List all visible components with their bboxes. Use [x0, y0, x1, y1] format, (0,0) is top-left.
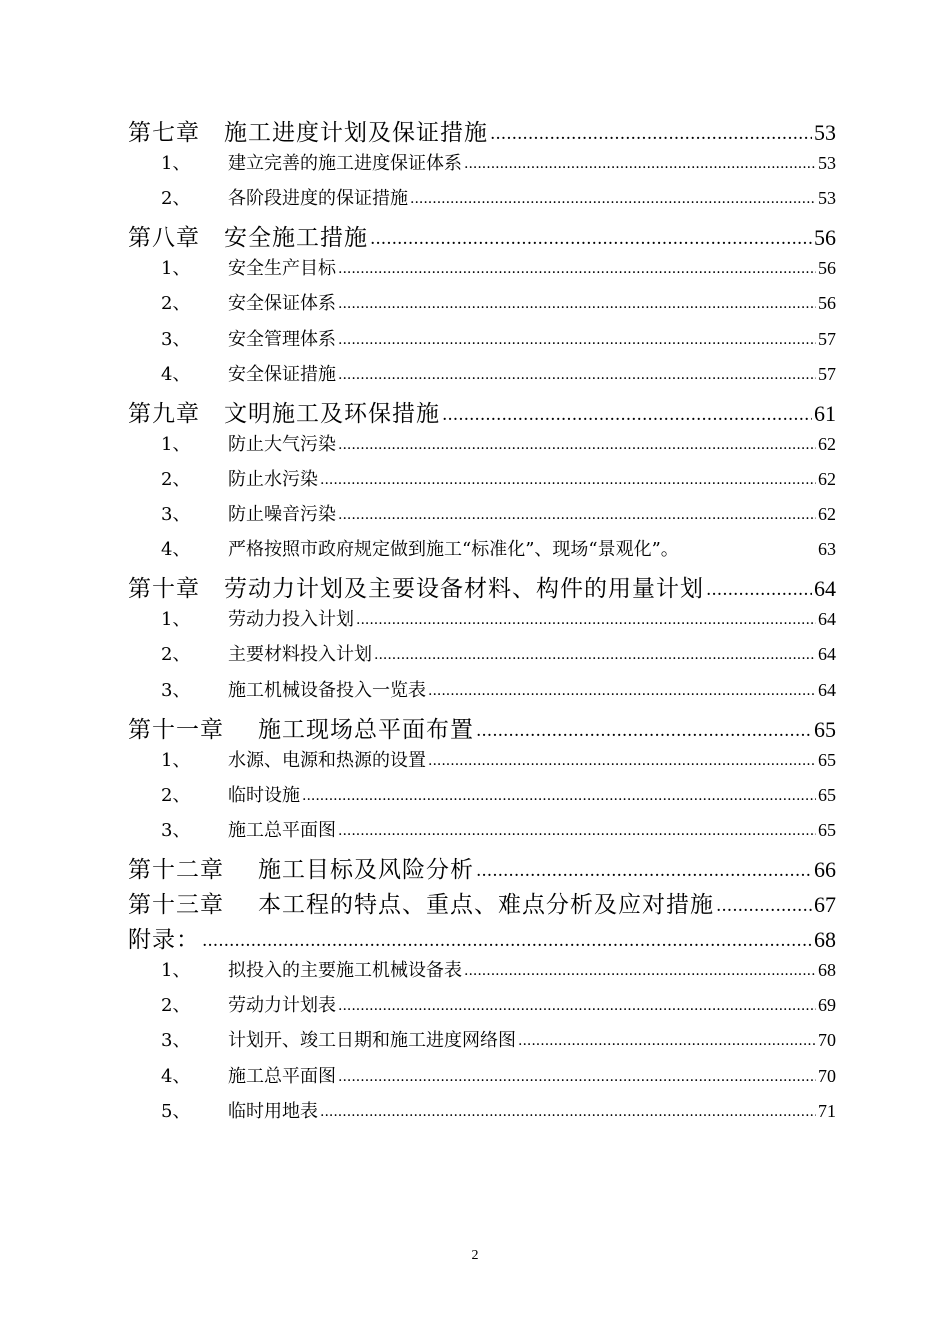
page-number: 64 — [818, 644, 836, 665]
item-title: 各阶段进度的保证措施 — [228, 188, 408, 210]
page-number: 69 — [818, 995, 836, 1016]
item-title: 临时用地表 — [228, 1100, 318, 1122]
page-number: 53 — [818, 188, 836, 209]
dot-leader — [442, 405, 812, 425]
page-number: 65 — [818, 784, 836, 805]
toc-chapter-row[interactable] — [128, 395, 836, 430]
toc-chapter-row[interactable] — [128, 711, 836, 746]
toc-item-row[interactable] — [128, 676, 836, 711]
item-number: 3、 — [161, 819, 191, 841]
dot-leader — [716, 896, 812, 916]
item-title: 临时设施 — [228, 784, 300, 806]
dot-leader — [476, 721, 812, 741]
dot-leader — [490, 124, 812, 144]
item-title: 建立完善的施工进度保证体系 — [228, 153, 462, 175]
toc-item-row[interactable] — [128, 254, 836, 289]
item-number: 2、 — [161, 995, 191, 1017]
page-number: 65 — [814, 716, 836, 742]
chapter-title: 劳动力计划及主要设备材料、构件的用量计划 — [224, 576, 704, 603]
page-number: 63 — [818, 539, 836, 560]
dot-leader — [476, 861, 812, 881]
item-title: 安全管理体系 — [228, 328, 336, 350]
toc-chapter-row[interactable] — [128, 886, 836, 921]
toc-chapter-row[interactable] — [128, 851, 836, 886]
page-number: 56 — [818, 293, 836, 314]
chapter-label: 第八章 — [128, 225, 200, 252]
item-title: 防止大气污染 — [228, 433, 336, 455]
item-title: 防止水污染 — [228, 468, 318, 490]
page-number: 53 — [814, 120, 836, 145]
item-title: 劳动力计划表 — [228, 995, 336, 1017]
item-title: 严格按照市政府规定做到施工“标准化”、现场“景观化”。 — [228, 539, 679, 561]
item-number: 2、 — [161, 468, 191, 490]
page-number: 57 — [818, 328, 836, 349]
item-number: 4、 — [161, 539, 191, 561]
dot-leader — [464, 963, 816, 979]
toc-item-row[interactable] — [128, 430, 836, 465]
chapter-label: 附录： — [128, 927, 200, 954]
item-title: 施工机械设备投入一览表 — [228, 679, 426, 701]
chapter-label: 第十二章 — [128, 856, 224, 883]
chapter-title: 本工程的特点、重点、难点分析及应对措施 — [258, 892, 714, 919]
dot-leader — [518, 1033, 816, 1049]
page-number: 68 — [818, 960, 836, 981]
item-number: 1、 — [161, 153, 191, 175]
dot-leader — [374, 647, 816, 663]
dot-leader — [338, 437, 816, 453]
toc-item-row[interactable] — [128, 781, 836, 816]
page-number: 53 — [818, 153, 836, 174]
toc-chapter-row[interactable] — [128, 114, 836, 149]
item-title: 主要材料投入计划 — [228, 644, 372, 666]
toc-chapter-row[interactable] — [128, 570, 836, 605]
item-number: 2、 — [161, 188, 191, 210]
toc-item-row[interactable] — [128, 1097, 836, 1132]
toc-chapter-row[interactable] — [128, 219, 836, 254]
page-number: 62 — [818, 433, 836, 454]
page-number: 65 — [818, 819, 836, 840]
page-number: 64 — [818, 679, 836, 700]
toc-item-row[interactable] — [128, 1026, 836, 1061]
dot-leader — [338, 823, 816, 839]
toc-item-row[interactable] — [128, 535, 836, 570]
item-number: 2、 — [161, 784, 191, 806]
dot-leader — [338, 998, 816, 1014]
item-number: 5、 — [161, 1100, 191, 1122]
toc-chapter-row[interactable] — [128, 921, 836, 956]
page-number: 64 — [814, 576, 836, 602]
page-number: 70 — [818, 1065, 836, 1086]
page-number: 64 — [818, 609, 836, 630]
item-number: 4、 — [161, 1065, 191, 1087]
item-number: 3、 — [161, 1030, 191, 1052]
dot-leader — [410, 191, 816, 207]
page-number: 70 — [818, 1030, 836, 1051]
page-number: 56 — [818, 258, 836, 279]
chapter-title: 施工现场总平面布置 — [258, 716, 474, 743]
toc-item-row[interactable] — [128, 956, 836, 991]
toc-item-row[interactable] — [128, 746, 836, 781]
dot-leader — [356, 612, 816, 628]
item-title: 施工总平面图 — [228, 819, 336, 841]
item-number: 1、 — [161, 258, 191, 280]
item-title: 水源、电源和热源的设置 — [228, 749, 426, 771]
toc-item-row[interactable] — [128, 325, 836, 360]
page-number-footer: 2 — [471, 1248, 479, 1263]
chapter-label: 第十三章 — [128, 892, 224, 919]
page-number: 61 — [814, 400, 836, 426]
chapter-label: 第七章 — [128, 120, 200, 146]
page-number: 57 — [818, 363, 836, 384]
page-number: 62 — [818, 468, 836, 489]
item-number: 3、 — [161, 504, 191, 526]
dot-leader — [464, 156, 816, 172]
item-number: 1、 — [161, 749, 191, 771]
item-number: 1、 — [161, 433, 191, 455]
dot-leader — [202, 931, 812, 951]
dot-leader — [428, 753, 816, 769]
item-number: 3、 — [161, 679, 191, 701]
chapter-label: 第十章 — [128, 576, 200, 603]
dot-leader — [338, 1069, 816, 1085]
dot-leader — [320, 1104, 816, 1120]
dot-leader — [338, 296, 816, 312]
toc-item-row[interactable] — [128, 640, 836, 675]
item-title: 施工总平面图 — [228, 1065, 336, 1087]
chapter-title: 文明施工及环保措施 — [224, 400, 440, 427]
dot-leader — [338, 261, 816, 277]
item-number: 1、 — [161, 609, 191, 631]
table-of-contents — [128, 114, 836, 1132]
dot-leader — [428, 683, 816, 699]
page-number: 68 — [814, 927, 836, 953]
item-number: 4、 — [161, 363, 191, 385]
dot-leader — [338, 332, 816, 348]
chapter-label: 第十一章 — [128, 716, 224, 743]
page-number: 65 — [818, 749, 836, 770]
page-number: 71 — [818, 1100, 836, 1121]
chapter-title: 施工目标及风险分析 — [258, 856, 474, 883]
toc-item-row[interactable] — [128, 500, 836, 535]
toc-item-row[interactable] — [128, 360, 836, 395]
page-number: 67 — [814, 892, 836, 918]
page-number: 62 — [818, 504, 836, 525]
item-title: 劳动力投入计划 — [228, 609, 354, 631]
dot-leader — [338, 367, 816, 383]
item-number: 2、 — [161, 293, 191, 315]
chapter-title: 施工进度计划及保证措施 — [224, 120, 488, 146]
item-title: 拟投入的主要施工机械设备表 — [228, 960, 462, 982]
toc-item-row[interactable] — [128, 289, 836, 324]
page-number: 66 — [814, 856, 836, 882]
dot-leader — [338, 507, 816, 523]
toc-item-row[interactable] — [128, 184, 836, 219]
dot-leader — [706, 580, 812, 600]
dot-leader — [370, 229, 812, 249]
item-title: 安全生产目标 — [228, 258, 336, 280]
dot-leader — [320, 472, 816, 488]
item-number: 3、 — [161, 328, 191, 350]
toc-item-row[interactable] — [128, 605, 836, 640]
toc-item-row[interactable] — [128, 149, 836, 184]
chapter-label: 第九章 — [128, 400, 200, 427]
toc-item-row[interactable] — [128, 816, 836, 851]
chapter-title: 安全施工措施 — [224, 225, 368, 252]
toc-item-row[interactable] — [128, 1062, 836, 1097]
item-number: 1、 — [161, 960, 191, 982]
item-title: 计划开、竣工日期和施工进度网络图 — [228, 1030, 516, 1052]
toc-item-row[interactable] — [128, 991, 836, 1026]
item-title: 防止噪音污染 — [228, 504, 336, 526]
toc-item-row[interactable] — [128, 465, 836, 500]
page-number: 56 — [814, 225, 836, 251]
item-number: 2、 — [161, 644, 191, 666]
item-title: 安全保证措施 — [228, 363, 336, 385]
item-title: 安全保证体系 — [228, 293, 336, 315]
dot-leader — [302, 788, 816, 804]
